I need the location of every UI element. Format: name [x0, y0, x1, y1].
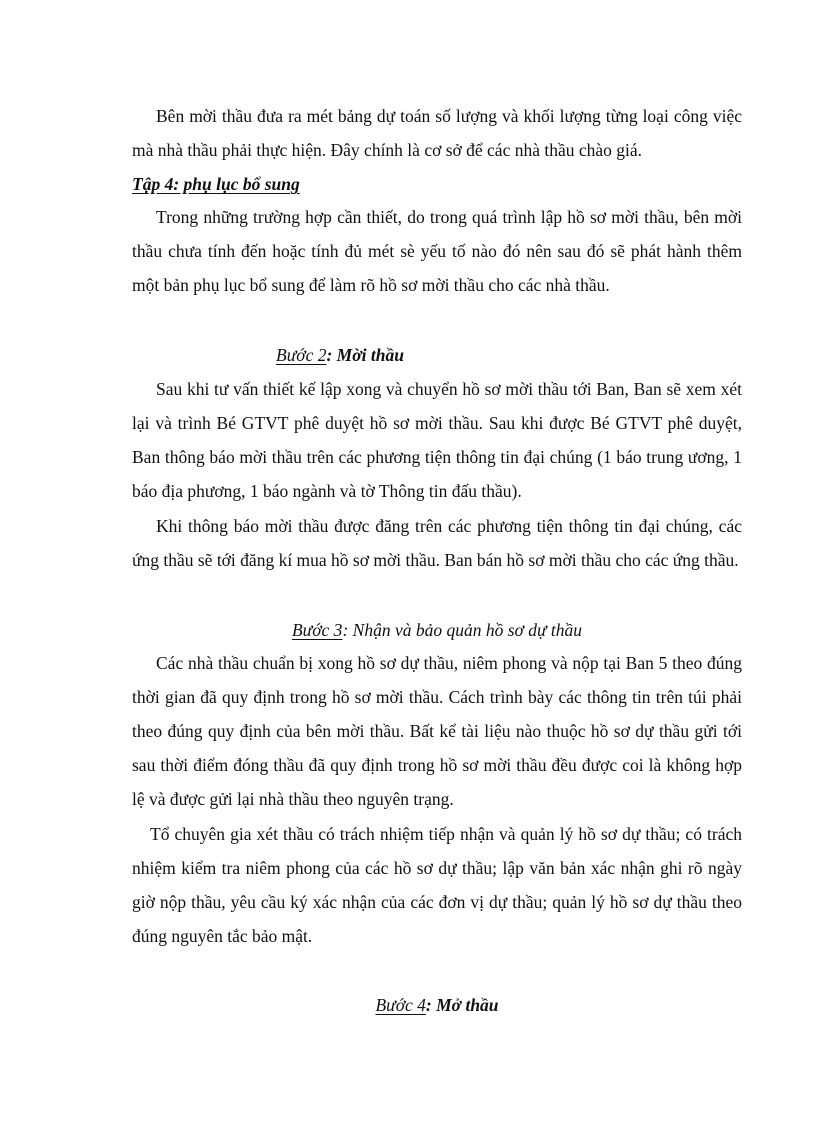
step3-label: Bước 3: [291, 620, 343, 640]
paragraph-2: Trong những trường hợp cần thiết, do trong quá trình lập hồ sơ mời thầu, bên mời thầu chưa tính đến hoặc tính đủ mét sè yếu tố nào đó nên sau đó sẽ phát hành thêm một bản phụ lục bổ sung để làm rõ hồ sơ mời thầu cho các nhà thầu.: [132, 207, 742, 295]
step2-label: Bước 2: [276, 345, 327, 365]
paragraph-2-block: [132, 200, 742, 302]
paragraph-1-block: [132, 99, 742, 167]
paragraph-4: Khi thông báo mời thầu được đăng trên các phương tiện thông tin đại chúng, các ứng thầu sẽ tới đăng kí mua hồ sơ mời thầu. Ban bán hồ sơ mời thầu cho các ứng thầu.: [132, 516, 742, 570]
step2-heading-block: [132, 338, 742, 372]
paragraph-6: Tổ chuyên gia xét thầu có trách nhiệm tiếp nhận và quản lý hồ sơ dự thầu; có trách nhiệm kiểm tra niêm phong của các hồ sơ dự thầu; lập văn bản xác nhận ghi rõ ngày giờ nộp thầu, yêu cầu ký xác nhận của các đơn vị dự thầu; quản lý hồ sơ dự thầu theo đúng nguyên tắc bảo mật.: [132, 824, 742, 946]
step4-heading: [132, 988, 742, 1022]
step2-heading: [132, 338, 742, 372]
step4-label: Bước 4: [375, 995, 426, 1015]
paragraph-4-block: [132, 509, 742, 577]
step3-heading: [132, 613, 742, 647]
paragraph-6-block: [132, 817, 742, 953]
step2-title: : Mời thầu: [326, 345, 404, 365]
step4-title: : Mở thầu: [425, 995, 499, 1015]
step4-heading-block: [132, 988, 742, 1022]
paragraph-3: Sau khi tư vấn thiết kế lập xong và chuyển hồ sơ mời thầu tới Ban, Ban sẽ xem xét lại và trình Bé GTVT phê duyệt hồ sơ mời thầu. Sau khi được Bé GTVT phê duyệt, Ban thông báo mời thầu trên các phương tiện thông tin đại chúng (1 báo trung ương, 1 báo địa phương, 1 báo ngành và tờ Thông tin đấu thầu).: [132, 379, 742, 501]
paragraph-5-block: [132, 646, 742, 816]
paragraph-1: Bên mời thầu đưa ra mét bảng dự toán số lượng và khối lượng từng loại công việc mà nhà thầu phải thực hiện. Đây chính là cơ sở để các nhà thầu chào giá.: [132, 106, 742, 160]
step3-heading-block: [132, 613, 742, 647]
section-tap4-heading: [132, 167, 742, 201]
paragraph-3-block: [132, 372, 742, 508]
step3-title: : Nhận và bảo quản hồ sơ dự thầu: [342, 620, 583, 640]
section-tap4-heading-block: [132, 167, 742, 201]
section-tap4-label: Tập 4: [132, 174, 174, 194]
section-tap4-title: : phụ lục bổ sung: [173, 174, 300, 194]
paragraph-5: Các nhà thầu chuẩn bị xong hồ sơ dự thầu, niêm phong và nộp tại Ban 5 theo đúng thời gian đã quy định trong hồ sơ mời thầu. Cách trình bày các thông tin trên túi phải theo đúng quy định của bên mời thầu. Bất kể tài liệu nào thuộc hồ sơ dự thầu gửi tới sau thời điểm đóng thầu đã quy định trong hồ sơ mời thầu đều được coi là không hợp lệ và được gửi lại nhà thầu theo nguyên trạng.: [132, 653, 742, 809]
